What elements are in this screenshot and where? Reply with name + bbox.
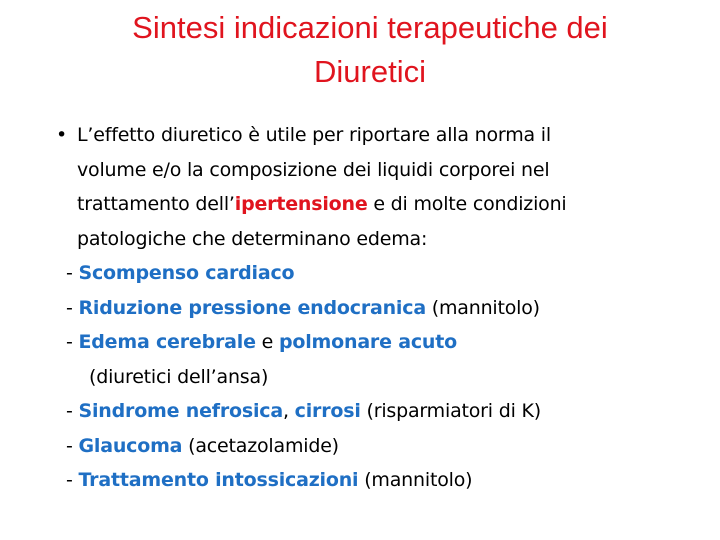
- joiner-e: e: [255, 331, 279, 353]
- title-line-1: Sintesi indicazioni terapeutiche dei: [132, 10, 608, 45]
- slide-content: [44, 118, 704, 498]
- dash: -: [66, 296, 79, 319]
- list-item-glaucoma: [44, 429, 704, 464]
- slide-title: [40, 6, 700, 94]
- intro-line-1: [44, 118, 704, 153]
- intro-line-2: [44, 153, 704, 188]
- note-acetazolamide: (acetazolamide): [182, 434, 339, 457]
- term-edema-cerebrale: Edema cerebrale: [78, 331, 256, 353]
- list-item-riduzione: [44, 291, 704, 326]
- term-polmonare-acuto: polmonare acuto: [278, 331, 457, 353]
- joiner-comma: ,: [282, 400, 295, 422]
- dash: -: [66, 469, 79, 491]
- intro-line-3: [44, 187, 704, 222]
- note-diuretici-ansa: (diuretici dell’ansa): [89, 365, 269, 388]
- dash: -: [66, 400, 79, 422]
- intro-text-4: patologiche che determinano edema:: [77, 227, 428, 250]
- term-glaucoma: Glaucoma: [78, 434, 183, 457]
- list-item-scompenso: [44, 256, 704, 291]
- term-cirrosi: cirrosi: [294, 400, 361, 422]
- note-mannitolo-2: (mannitolo): [358, 469, 473, 491]
- bullet-icon: •: [56, 124, 68, 146]
- title-line-2: Diuretici: [314, 54, 426, 89]
- list-item-edema: [44, 325, 704, 360]
- list-item-sindrome: [44, 394, 704, 429]
- ipertensione-term: ipertensione: [234, 193, 368, 215]
- note-risparmiatori: (risparmiatori di K): [360, 400, 541, 422]
- term-riduzione-pressione: Riduzione pressione endocranica: [78, 296, 426, 319]
- term-trattamento-intossicazioni: Trattamento intossicazioni: [78, 469, 359, 491]
- dash: -: [66, 434, 79, 457]
- term-scompenso-cardiaco: Scompenso cardiaco: [78, 262, 295, 284]
- intro-line-4: [44, 222, 704, 257]
- intro-text-3-pre: trattamento dell’: [77, 193, 235, 215]
- note-mannitolo: (mannitolo): [425, 296, 540, 319]
- list-item-trattamento: [44, 463, 704, 498]
- term-sindrome-nefrosica: Sindrome nefrosica: [78, 400, 283, 422]
- list-item-edema-note: [44, 360, 704, 395]
- dash: -: [66, 331, 79, 353]
- intro-text-2: volume e/o la composizione dei liquidi corporei nel: [77, 158, 550, 181]
- intro-text-3-post: e di molte condizioni: [367, 193, 567, 215]
- intro-text-1: L’effetto diuretico è utile per riportare alla norma il: [77, 124, 551, 146]
- dash: -: [66, 262, 79, 284]
